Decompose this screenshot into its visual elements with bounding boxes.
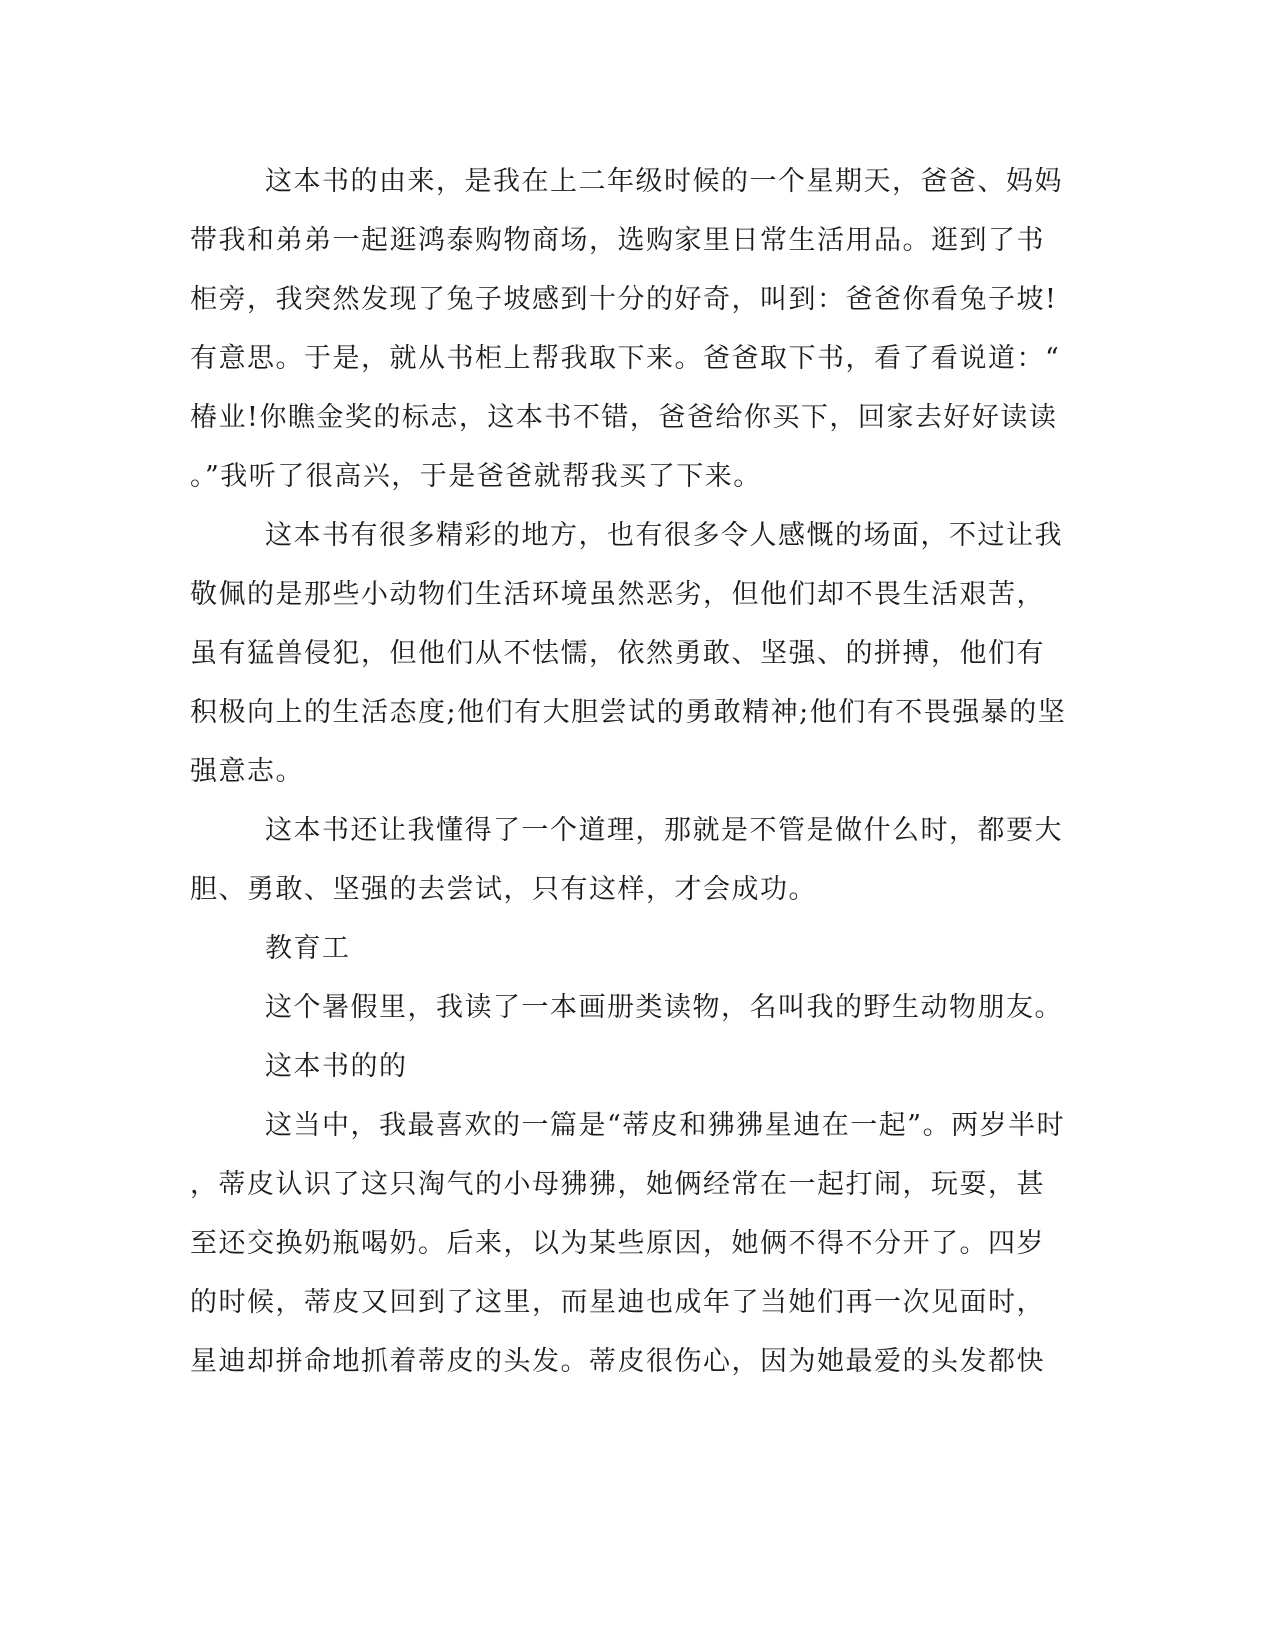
- paragraph-1-line-5: 椿业!你瞧金奖的标志，这本书不错，爸爸给你买下，回家去好好读读: [190, 402, 1058, 433]
- paragraph-2-line-1: 这本书有很多精彩的地方，也有很多令人感慨的场面，不过让我: [265, 520, 1063, 551]
- paragraph-1-line-2: 带我和弟弟一起逛鸿泰购物商场，选购家里日常生活用品。逛到了书: [190, 225, 1045, 256]
- paragraph-5-line-1: 这个暑假里，我读了一本画册类读物，名叫我的野生动物朋友。: [265, 992, 1063, 1023]
- paragraph-2-line-4: 积极向上的生活态度;他们有大胆尝试的勇敢精神;他们有不畏强暴的坚: [190, 697, 1067, 728]
- paragraph-3-line-1: 这本书还让我懂得了一个道理，那就是不管是做什么时，都要大: [265, 815, 1063, 846]
- paragraph-3-line-2: 胆、勇敢、坚强的去尝试，只有这样，才会成功。: [190, 874, 817, 905]
- paragraph-7-line-4: 的时候，蒂皮又回到了这里，而星迪也成年了当她们再一次见面时，: [190, 1287, 1045, 1318]
- paragraph-1-line-6: 。”我听了很高兴，于是爸爸就帮我买了下来。: [190, 461, 762, 492]
- paragraph-1-line-4: 有意思。于是，就从书柜上帮我取下来。爸爸取下书，看了看说道：“: [190, 343, 1061, 374]
- paragraph-1-line-3: 柜旁，我突然发现了兔子坡感到十分的好奇，叫到：爸爸你看兔子坡!: [190, 284, 1058, 315]
- paragraph-4-line-1: 教育工: [265, 933, 351, 964]
- paragraph-2-line-2: 敬佩的是那些小动物们生活环境虽然恶劣，但他们却不畏生活艰苦，: [190, 579, 1045, 610]
- paragraph-7-line-5: 星迪却拼命地抓着蒂皮的头发。蒂皮很伤心，因为她最爱的头发都快: [190, 1346, 1045, 1377]
- paragraph-2-line-3: 虽有猛兽侵犯，但他们从不怯懦，依然勇敢、坚强、的拼搏，他们有: [190, 638, 1045, 669]
- paragraph-7-line-3: 至还交换奶瓶喝奶。后来，以为某些原因，她俩不得不分开了。四岁: [190, 1228, 1045, 1259]
- paragraph-2-line-5: 强意志。: [190, 756, 304, 787]
- paragraph-7-line-2: ，蒂皮认识了这只淘气的小母狒狒，她俩经常在一起打闹，玩耍，甚: [190, 1169, 1045, 1200]
- paragraph-1-line-1: 这本书的由来，是我在上二年级时候的一个星期天，爸爸、妈妈: [265, 166, 1063, 197]
- paragraph-7-line-1: 这当中，我最喜欢的一篇是“蒂皮和狒狒星迪在一起”。两岁半时: [265, 1110, 1066, 1141]
- paragraph-6-line-1: 这本书的的: [265, 1051, 408, 1082]
